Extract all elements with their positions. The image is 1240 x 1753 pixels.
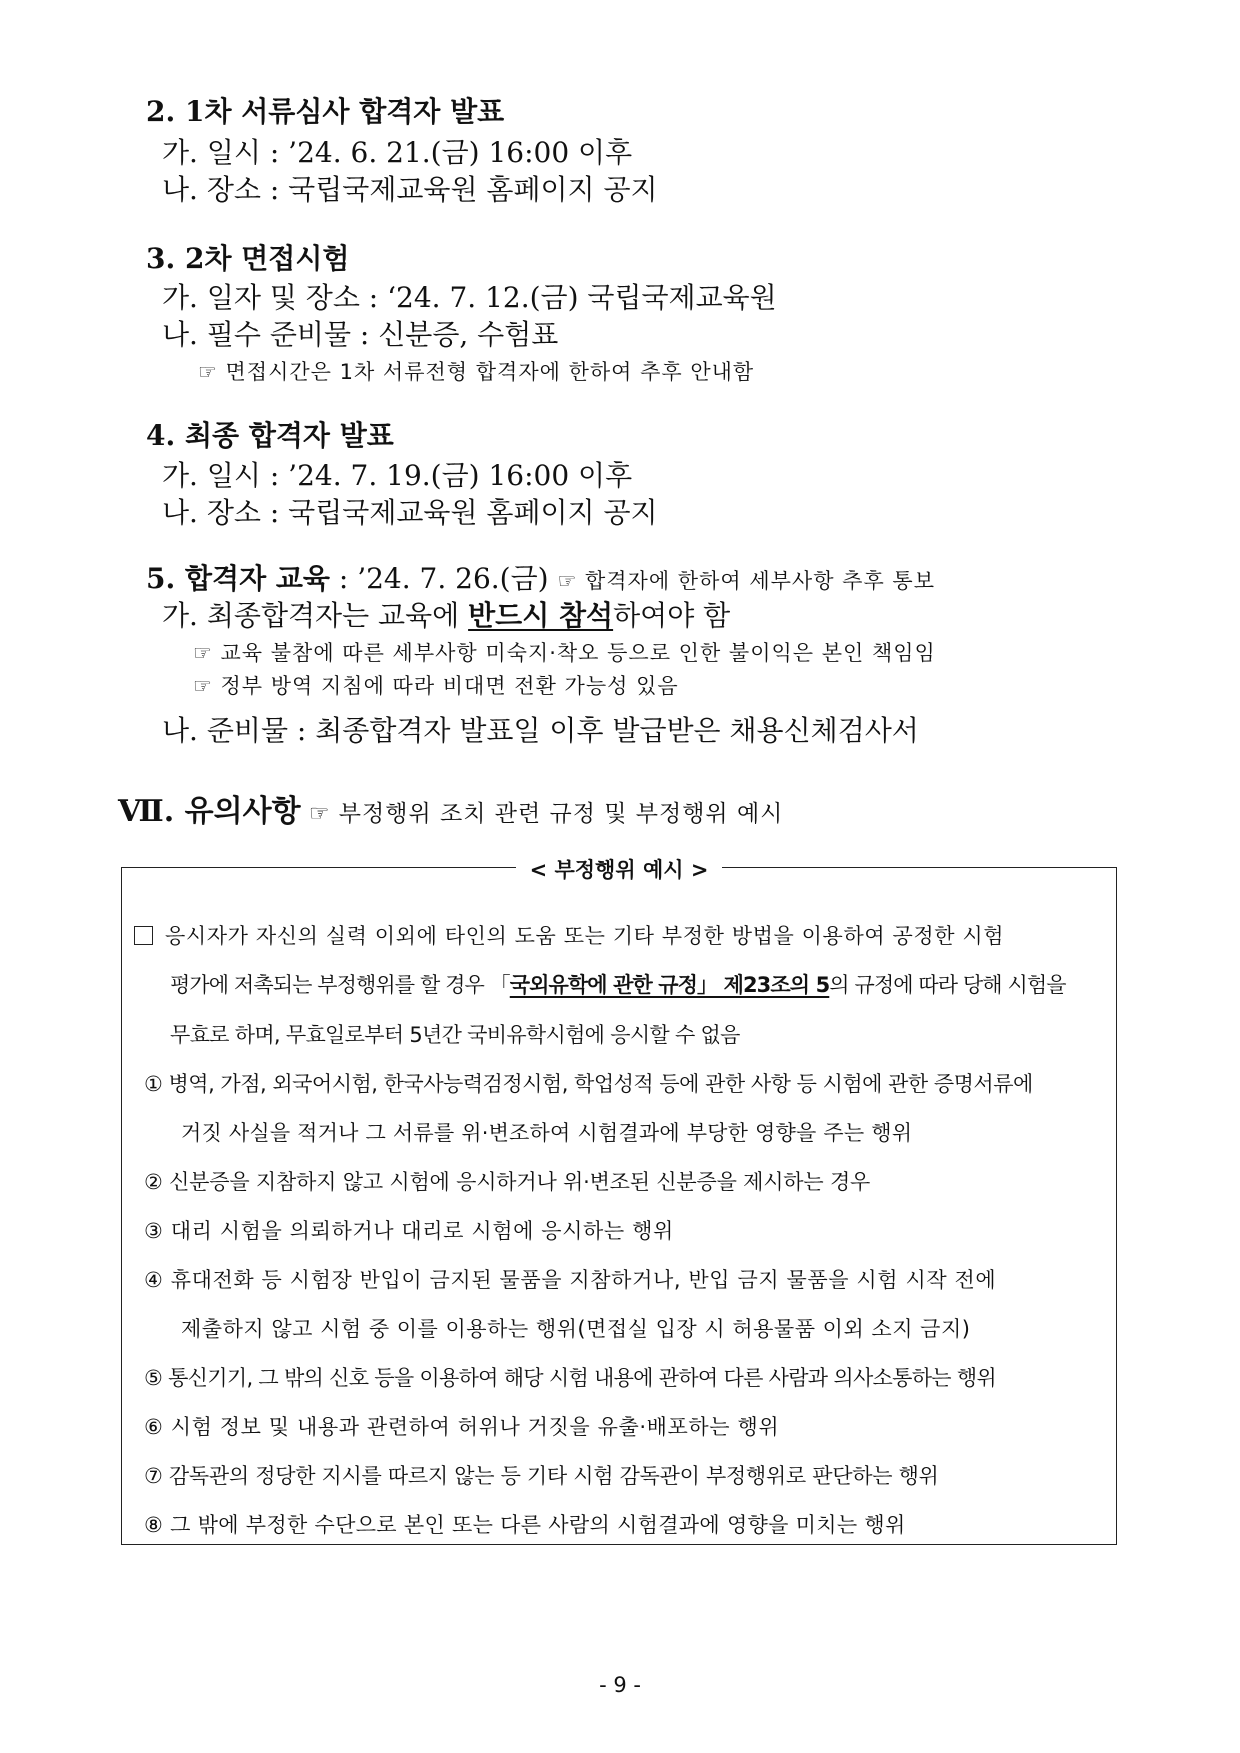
- regulation-reference: 국외유학에 관한 규정」 제23조의 5: [509, 973, 830, 997]
- box-item-3: ③ 대리 시험을 의뢰하거나 대리로 시험에 응시하는 행위: [144, 1219, 674, 1243]
- misconduct-examples-box: [121, 858, 1117, 1545]
- box-item-8: ⑧ 그 밖에 부정한 수단으로 본인 또는 다른 사람의 시험결과에 영향을 미치는 행위: [144, 1513, 906, 1537]
- section-5-item-a-post: 하여야 함: [613, 599, 731, 632]
- section-5-date-note: ☞ 합격자에 한하여 세부사항 추후 통보: [557, 569, 935, 593]
- box-intro-line-1: 응시자가 자신의 실력 이외에 타인의 도움 또는 기타 부정한 방법을 이용하여 공정한 시험: [134, 920, 1004, 950]
- box-item-1-line-2: 거짓 사실을 적거나 그 서류를 위·변조하여 시험결과에 부당한 영향을 주는 행위: [181, 1121, 913, 1145]
- section-5-date: : ’24. 7. 26.(금): [329, 562, 558, 595]
- box-item-6: ⑥ 시험 정보 및 내용과 관련하여 허위나 거짓을 유출·배포하는 행위: [144, 1415, 780, 1439]
- box-title: < 부정행위 예시 >: [516, 858, 723, 882]
- section-4-item-a: 가. 일시 : ’24. 7. 19.(금) 16:00 이후: [162, 459, 633, 492]
- section-2-item-b: 나. 장소 : 국립국제교육원 홈페이지 공지: [162, 173, 658, 206]
- section-5-title: 5. 합격자 교육: [146, 562, 330, 595]
- checkbox-square-icon: [134, 926, 153, 945]
- section-5-note-2: ☞ 정부 방역 지침에 따라 비대면 전환 가능성 있음: [193, 674, 679, 698]
- chapter-7-title: Ⅶ. 유의사항: [118, 794, 301, 829]
- page-number: - 9 -: [599, 1673, 641, 1697]
- section-2-item-a: 가. 일시 : ’24. 6. 21.(금) 16:00 이후: [162, 136, 633, 169]
- box-item-7: ⑦ 감독관의 정당한 지시를 따르지 않는 등 기타 시험 감독관이 부정행위로 판단하는 행위: [144, 1464, 939, 1488]
- box-item-4-line-1: ④ 휴대전화 등 시험장 반입이 금지된 물품을 지참하거나, 반입 금지 물품을 시험 시작 전에: [144, 1268, 997, 1292]
- section-5-title-line: [146, 557, 935, 597]
- chapter-7-heading: [118, 786, 783, 830]
- section-5-item-a-pre: 가. 최종합격자는 교육에: [162, 599, 469, 632]
- box-item-1-line-1: ① 병역, 가점, 외국어시험, 한국사능력검정시험, 학업성적 등에 관한 사항 등 시험에 관한 증명서류에: [144, 1072, 1033, 1096]
- section-4-item-b: 나. 장소 : 국립국제교육원 홈페이지 공지: [162, 496, 658, 529]
- section-3-item-b: 나. 필수 준비물 : 신분증, 수험표: [162, 318, 559, 351]
- box-item-5: ⑤ 통신기기, 그 밖의 신호 등을 이용하여 해당 시험 내용에 관하여 다른 사람과 의사소통하는 행위: [144, 1366, 997, 1390]
- section-5-item-b: 나. 준비물 : 최종합격자 발표일 이후 발급받은 채용신체검사서: [162, 714, 919, 747]
- box-intro-line-2: 평가에 저촉되는 부정행위를 할 경우 「국외유학에 관한 규정」 제23조의 5의 규정에 따라 당해 시험을: [170, 973, 1066, 997]
- section-3-title: 3. 2차 면접시험: [146, 242, 350, 275]
- box-item-4-line-2: 제출하지 않고 시험 중 이를 이용하는 행위(면접실 입장 시 허용물품 이외 소지 금지): [181, 1317, 971, 1341]
- box-intro-line-3: 무효로 하며, 무효일로부터 5년간 국비유학시험에 응시할 수 없음: [170, 1023, 740, 1047]
- section-3-item-a: 가. 일자 및 장소 : ‘24. 7. 12.(금) 국립국제교육원: [162, 281, 777, 314]
- chapter-7-note: ☞ 부정행위 조치 관련 규정 및 부정행위 예시: [300, 801, 784, 827]
- section-3-note: ☞ 면접시간은 1차 서류전형 합격자에 한하여 추후 안내함: [198, 360, 755, 384]
- section-4-title: 4. 최종 합격자 발표: [146, 419, 394, 452]
- section-5-item-a: [162, 594, 730, 634]
- section-5-note-1: ☞ 교육 불참에 따른 세부사항 미숙지·착오 등으로 인한 불이익은 본인 책임임: [193, 641, 936, 665]
- section-2-title: 2. 1차 서류심사 합격자 발표: [146, 95, 505, 128]
- box-item-2: ② 신분증을 지참하지 않고 시험에 응시하거나 위·변조된 신분증을 제시하는 경우: [144, 1170, 871, 1194]
- section-5-item-a-emphasis: 반드시 참석: [468, 599, 614, 632]
